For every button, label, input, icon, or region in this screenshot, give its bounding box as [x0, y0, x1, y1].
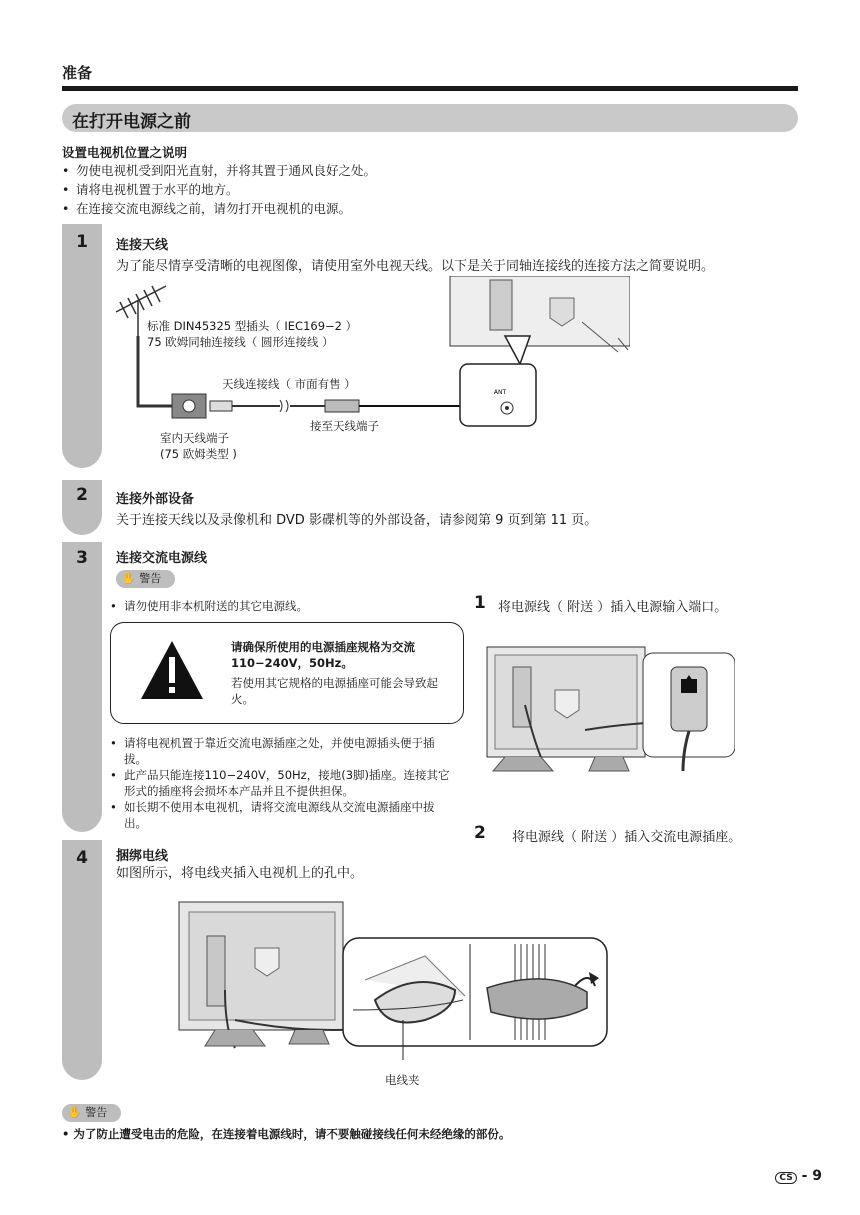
- clamp-label: 电线夹: [385, 1073, 420, 1087]
- list-item: • 此产品只能连接110−240V，50Hz，接地(3脚)插座。连接其它形式的插座将会损坏本产品并且不提供担保。: [110, 767, 450, 799]
- title-bar: [62, 104, 798, 132]
- substep1-number: 1: [474, 593, 486, 613]
- substep2-number: 2: [474, 823, 486, 843]
- step3-heading: 连接交流电源线: [116, 551, 208, 566]
- warning-box: [110, 622, 464, 724]
- plug-label-2: 75 欧姆同轴连接线（ 圆形连接线 ）: [147, 335, 334, 349]
- terminal-label-1: 室内天线端子: [160, 431, 229, 445]
- hand-icon: ✋: [68, 1106, 82, 1119]
- step3-bar: [62, 542, 102, 832]
- warning-bold-text: 请确保所使用的电源插座规格为交流 110−240V，50Hz。: [231, 640, 415, 670]
- warning-triangle-icon: [139, 639, 205, 701]
- step3-number: 3: [76, 548, 88, 568]
- step1-text: 为了能尽情享受清晰的电视图像，请使用室外电视天线。以下是关于同轴连接线的连接方法之简要说明。: [116, 259, 715, 274]
- position-heading: 设置电视机位置之说明: [62, 145, 188, 160]
- cable-label: 天线连接线（ 市面有售 ）: [222, 377, 356, 391]
- step2-text: 关于连接天线以及录像机和 DVD 影碟机等的外部设备，请参阅第 9 页到第 11 页。: [116, 513, 598, 528]
- list-item: • 如长期不使用本电视机，请将交流电源线从交流电源插座中拔出。: [110, 799, 450, 831]
- warning-text: 若使用其它规格的电源插座可能会导致起火。: [231, 676, 438, 706]
- page-number: CS - 9: [775, 1168, 822, 1184]
- step4-bar: [62, 840, 102, 1080]
- plug-label-1: 标准 DIN45325 型插头（ IEC169−2 ）: [147, 319, 358, 333]
- step4-number: 4: [76, 848, 88, 868]
- step2-number: 2: [76, 485, 88, 505]
- list-item: • 请将电视机置于靠近交流电源插座之处，并使电源插头便于插拔。: [110, 735, 450, 767]
- substep1-text: 将电源线（ 附送 ）插入电源输入端口。: [498, 600, 728, 615]
- warning-badge: ✋ 警告: [116, 570, 175, 588]
- position-bullets: [62, 161, 376, 218]
- header-rule: [62, 86, 798, 91]
- svg-text:ANT: ANT: [493, 389, 507, 396]
- step2-heading: 连接外部设备: [116, 492, 195, 507]
- terminal-label-2: (75 欧姆类型 ): [160, 447, 237, 461]
- step4-text: 如图所示，将电线夹插入电视机上的孔中。: [116, 866, 364, 881]
- step3-bullets: [110, 735, 450, 831]
- cable-clamp-diagram: [175, 900, 610, 1060]
- step1-number: 1: [76, 232, 88, 252]
- step3-top-bullets: [110, 598, 460, 614]
- list-item: • 在连接交流电源线之前，请勿打开电视机的电源。: [62, 199, 376, 218]
- step1-heading: 连接天线: [116, 238, 169, 253]
- bottom-warning-text: • 为了防止遭受电击的危险，在连接着电源线时，请不要触碰接线任何未经绝缘的部份。: [62, 1127, 511, 1141]
- region-badge: CS: [775, 1172, 796, 1184]
- step1-bar: [62, 224, 102, 468]
- list-item: • 请将电视机置于水平的地方。: [62, 180, 376, 199]
- hand-icon: ✋: [122, 572, 136, 585]
- power-diagram: [485, 645, 735, 775]
- substep2-text: 将电源线（ 附送 ）插入交流电源插座。: [512, 830, 742, 845]
- step4-heading: 捆绑电线: [116, 849, 169, 864]
- connect-label: 接至天线端子: [310, 419, 379, 433]
- bottom-warning-badge: ✋ 警告: [62, 1104, 121, 1122]
- section-label: 准备: [62, 64, 93, 82]
- list-item: • 请勿使用非本机附送的其它电源线。: [110, 598, 460, 614]
- page-title: 在打开电源之前: [72, 112, 191, 132]
- list-item: • 勿使电视机受到阳光直射，并将其置于通风良好之处。: [62, 161, 376, 180]
